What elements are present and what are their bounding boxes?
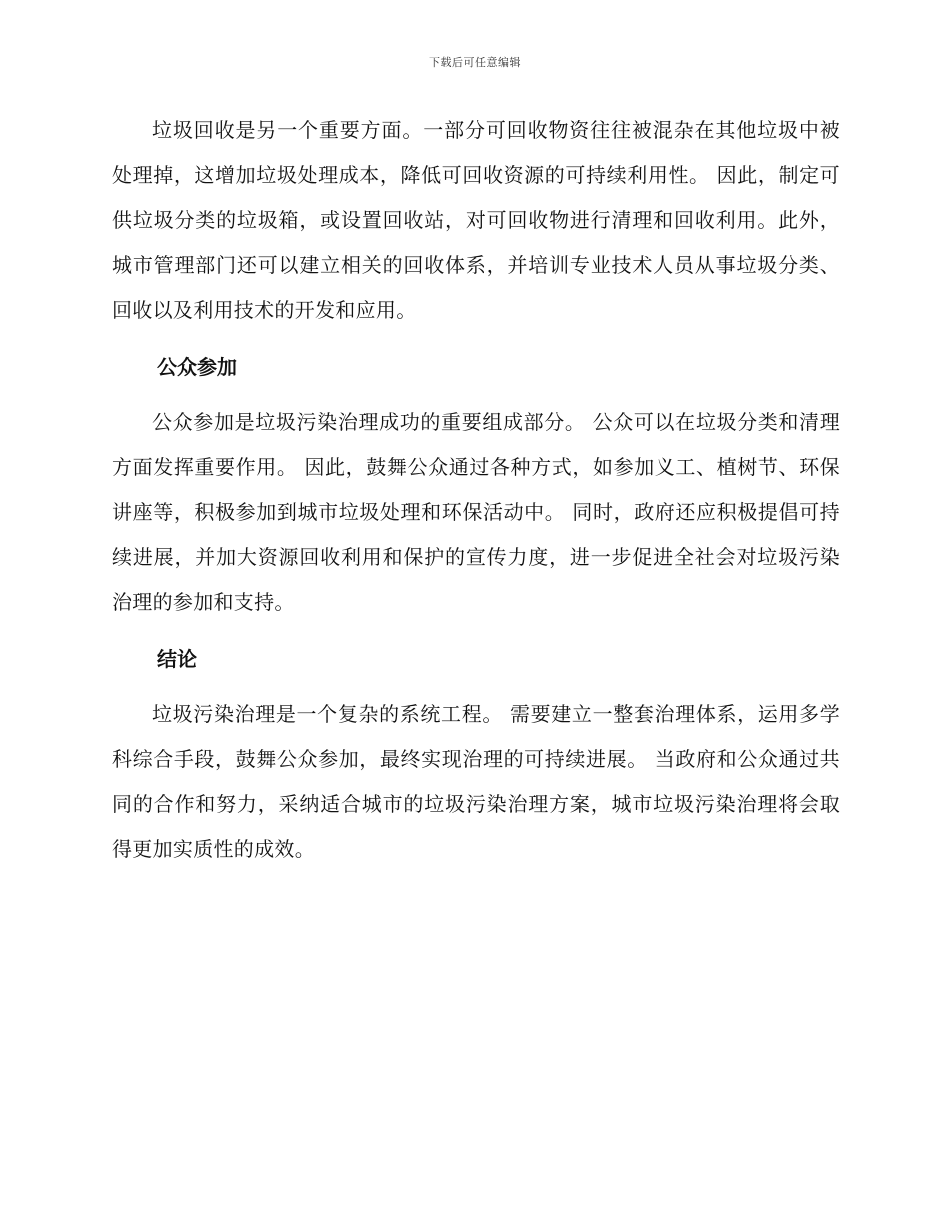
section-heading-public-participation: 公众参加	[157, 355, 237, 379]
paragraph-public-participation: 公众参加是垃圾污染治理成功的重要组成部分。 公众可以在垃圾分类和清理方面发挥重要作用。 因此，鼓舞公众通过各种方式，如参加义工、植树节、环保讲座等，积极参加到城市垃圾处理和环保活动中。 同时，政府还应积极提倡可持续进展，并加大资源回收利用和保护的宣传力度，进一步促进全社会对垃圾污染治理的参加和支持。	[112, 410, 840, 614]
paragraph-recycling: 垃圾回收是另一个重要方面。一部分可回收物资往往被混杂在其他垃圾中被处理掉，这增加垃圾处理成本，降低可回收资源的可持续利用性。 因此，制定可供垃圾分类的垃圾箱，或设置回收站，对可回收物进行清理和回收利用。此外，城市管理部门还可以建立相关的回收体系，并培训专业技术人员从事垃圾分类、回收以及利用技术的开发和应用。	[112, 118, 840, 322]
paragraph-conclusion: 垃圾污染治理是一个复杂的系统工程。 需要建立一整套治理体系，运用多学科综合手段，鼓舞公众参加，最终实现治理的可持续进展。 当政府和公众通过共同的合作和努力，采纳适合城市的垃圾污染治理方案，城市垃圾污染治理将会取得更加实质性的成效。	[112, 702, 840, 861]
section-heading-conclusion: 结论	[157, 647, 197, 671]
header-note: 下载后可任意编辑	[429, 56, 521, 69]
document-body	[112, 108, 840, 872]
